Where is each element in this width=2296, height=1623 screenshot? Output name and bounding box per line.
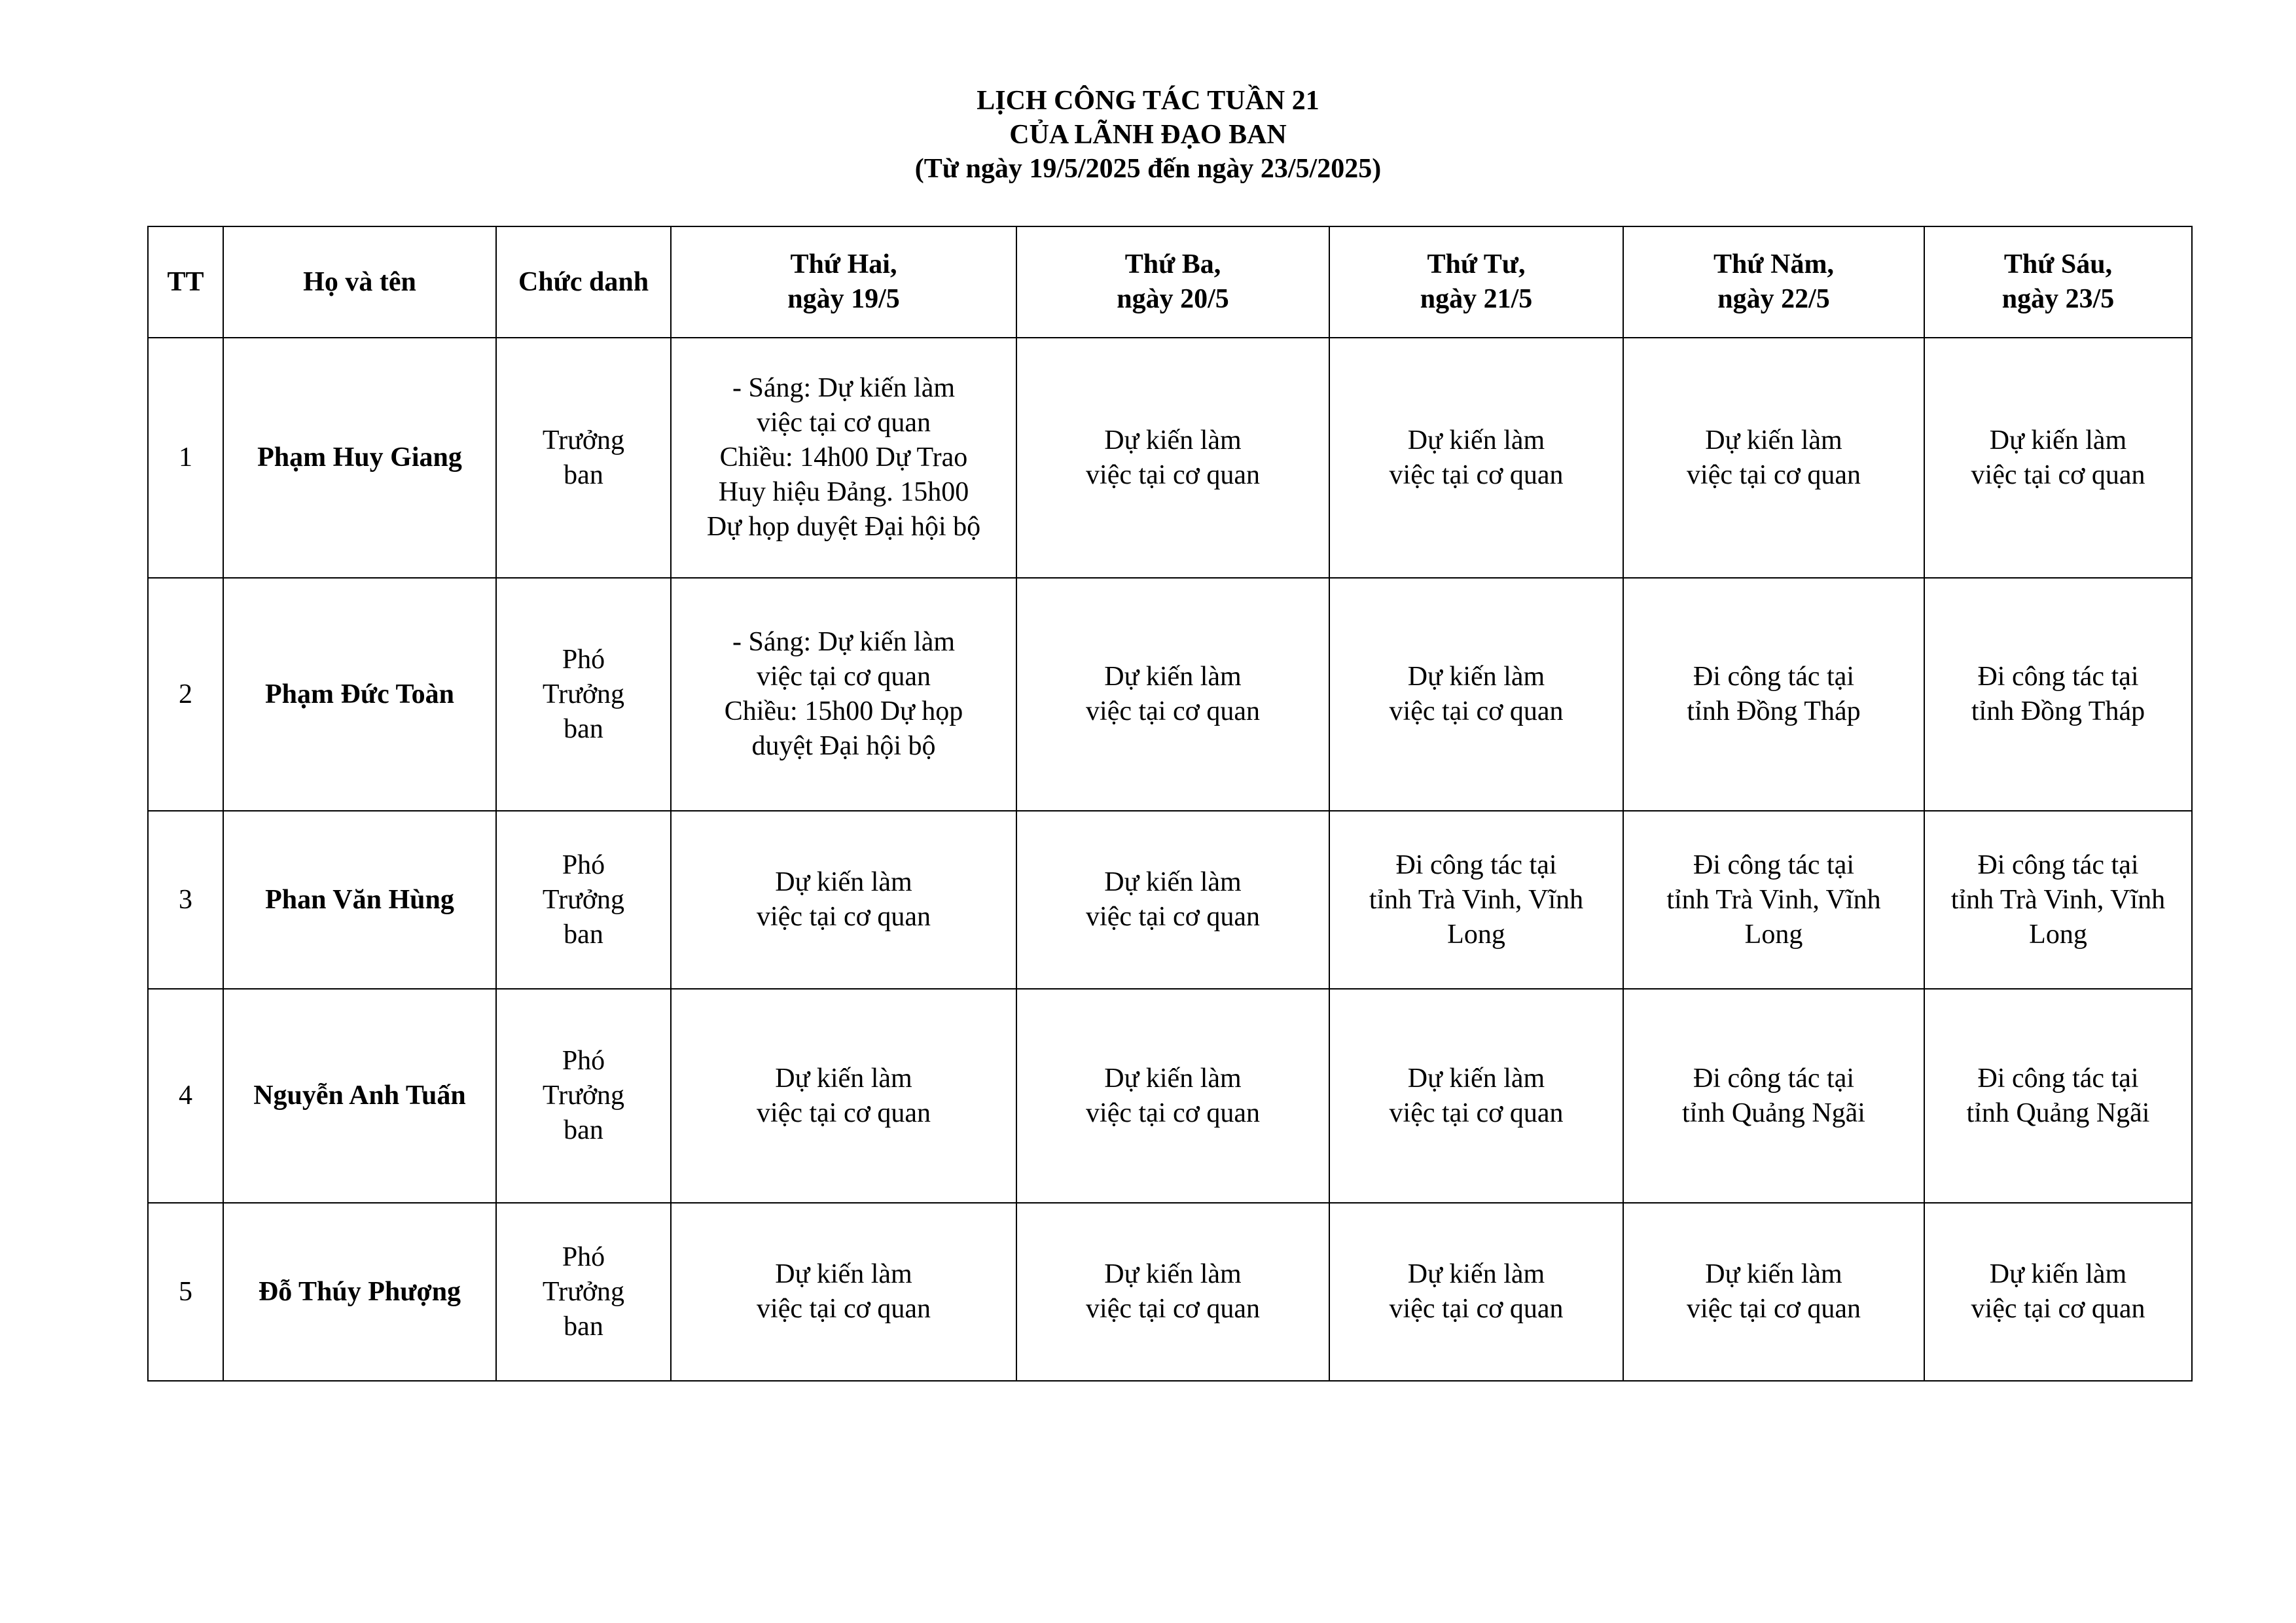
table-row	[148, 811, 2192, 989]
header-monday: Thứ Hai, ngày 19/5	[671, 226, 1016, 338]
cell-friday: Dự kiến làm việc tại cơ quan	[1924, 1203, 2192, 1381]
cell-wednesday: Dự kiến làm việc tại cơ quan	[1329, 338, 1623, 578]
cell-monday: - Sáng: Dự kiến làm việc tại cơ quan Chiều: 15h00 Dự họp duyệt Đại hội bộ	[671, 578, 1016, 811]
header-tt: TT	[148, 226, 223, 338]
cell-name: Nguyễn Anh Tuấn	[223, 989, 496, 1203]
cell-wednesday: Dự kiến làm việc tại cơ quan	[1329, 578, 1623, 811]
cell-position: Phó Trưởng ban	[496, 578, 671, 811]
cell-friday: Đi công tác tại tỉnh Trà Vinh, Vĩnh Long	[1924, 811, 2192, 989]
cell-tuesday: Dự kiến làm việc tại cơ quan	[1016, 578, 1329, 811]
title-line-2: CỦA LÃNH ĐẠO BAN	[1009, 120, 1287, 150]
cell-tt: 2	[148, 578, 223, 811]
table-header-row	[148, 226, 2192, 338]
cell-thursday: Đi công tác tại tỉnh Quảng Ngãi	[1623, 989, 1924, 1203]
cell-thursday: Đi công tác tại tỉnh Đồng Tháp	[1623, 578, 1924, 811]
cell-tt: 1	[148, 338, 223, 578]
cell-tuesday: Dự kiến làm việc tại cơ quan	[1016, 989, 1329, 1203]
cell-wednesday: Đi công tác tại tỉnh Trà Vinh, Vĩnh Long	[1329, 811, 1623, 989]
cell-tt: 4	[148, 989, 223, 1203]
cell-position: Phó Trưởng ban	[496, 989, 671, 1203]
cell-monday: Dự kiến làm việc tại cơ quan	[671, 989, 1016, 1203]
title-line-1: LỊCH CÔNG TÁC TUẦN 21	[977, 86, 1319, 116]
cell-name: Đỗ Thúy Phượng	[223, 1203, 496, 1381]
cell-wednesday: Dự kiến làm việc tại cơ quan	[1329, 989, 1623, 1203]
cell-name: Phạm Huy Giang	[223, 338, 496, 578]
cell-tt: 5	[148, 1203, 223, 1381]
header-friday: Thứ Sáu, ngày 23/5	[1924, 226, 2192, 338]
cell-monday: - Sáng: Dự kiến làm việc tại cơ quan Chiều: 14h00 Dự Trao Huy hiệu Đảng. 15h00 Dự họp duyệt Đại hội bộ	[671, 338, 1016, 578]
cell-thursday: Đi công tác tại tỉnh Trà Vinh, Vĩnh Long	[1623, 811, 1924, 989]
table-row	[148, 338, 2192, 578]
cell-position: Phó Trưởng ban	[496, 1203, 671, 1381]
cell-tuesday: Dự kiến làm việc tại cơ quan	[1016, 1203, 1329, 1381]
table-row	[148, 1203, 2192, 1381]
header-wednesday: Thứ Tư, ngày 21/5	[1329, 226, 1623, 338]
title-date-range: (Từ ngày 19/5/2025 đến ngày 23/5/2025)	[914, 154, 1382, 184]
cell-tuesday: Dự kiến làm việc tại cơ quan	[1016, 338, 1329, 578]
cell-wednesday: Dự kiến làm việc tại cơ quan	[1329, 1203, 1623, 1381]
cell-tt: 3	[148, 811, 223, 989]
table-row	[148, 578, 2192, 811]
header-tuesday: Thứ Ba, ngày 20/5	[1016, 226, 1329, 338]
cell-friday: Dự kiến làm việc tại cơ quan	[1924, 338, 2192, 578]
document-title	[0, 84, 2296, 186]
cell-monday: Dự kiến làm việc tại cơ quan	[671, 1203, 1016, 1381]
table-row	[148, 989, 2192, 1203]
schedule-table	[147, 226, 2193, 1382]
header-name: Họ và tên	[223, 226, 496, 338]
cell-name: Phạm Đức Toàn	[223, 578, 496, 811]
header-position: Chức danh	[496, 226, 671, 338]
cell-position: Phó Trưởng ban	[496, 811, 671, 989]
header-thursday: Thứ Năm, ngày 22/5	[1623, 226, 1924, 338]
cell-position: Trưởng ban	[496, 338, 671, 578]
cell-friday: Đi công tác tại tỉnh Đồng Tháp	[1924, 578, 2192, 811]
cell-tuesday: Dự kiến làm việc tại cơ quan	[1016, 811, 1329, 989]
cell-name: Phan Văn Hùng	[223, 811, 496, 989]
cell-thursday: Dự kiến làm việc tại cơ quan	[1623, 1203, 1924, 1381]
cell-monday: Dự kiến làm việc tại cơ quan	[671, 811, 1016, 989]
cell-thursday: Dự kiến làm việc tại cơ quan	[1623, 338, 1924, 578]
cell-friday: Đi công tác tại tỉnh Quảng Ngãi	[1924, 989, 2192, 1203]
